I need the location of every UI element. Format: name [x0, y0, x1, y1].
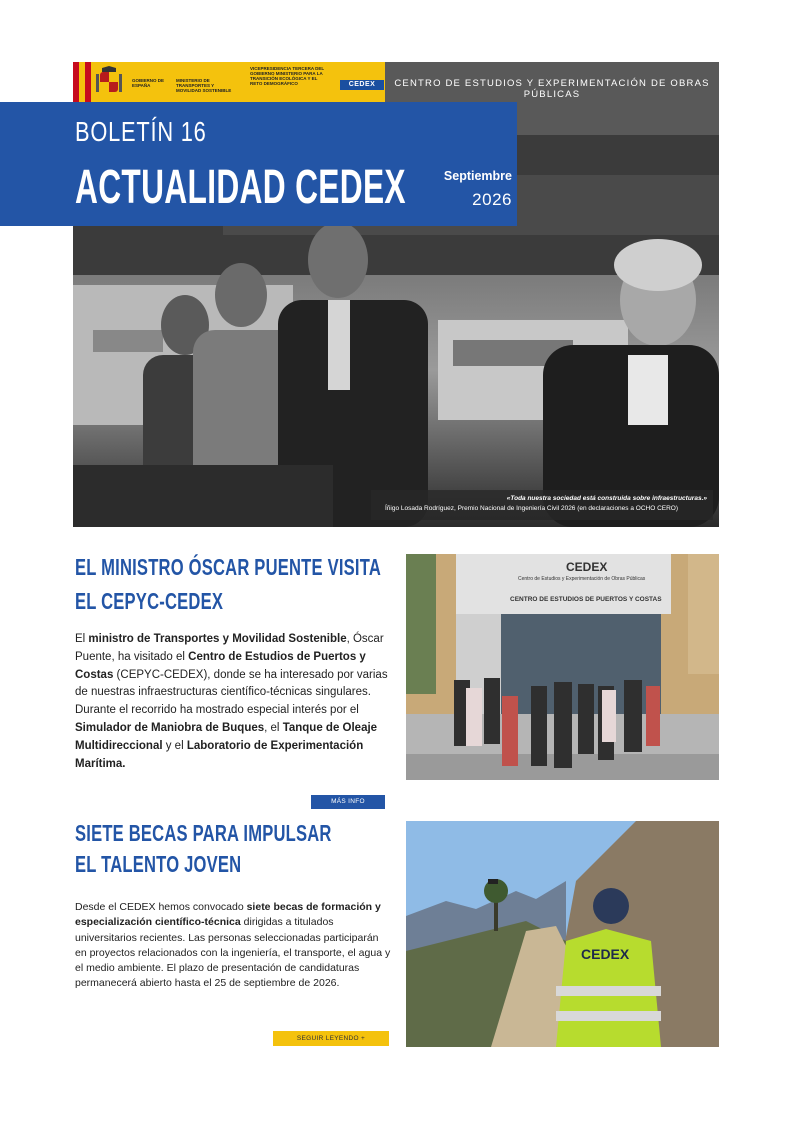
vest-logo: CEDEX — [581, 946, 630, 962]
centro-title: CENTRO DE ESTUDIOS Y EXPERIMENTACIÓN DE OBRAS PÚBLICAS — [394, 78, 710, 100]
article1-text-run: , Óscar Puente, ha visitado el — [75, 633, 384, 663]
seguir-leyendo-button[interactable]: SEGUIR LEYENDO + — [273, 1031, 389, 1046]
masthead-title: ACTUALIDAD CEDEX — [75, 161, 406, 214]
gobierno-label: GOBIERNO DE ESPAÑA — [132, 78, 165, 88]
vicepresidency-label: VICEPRESIDENCIA TERCERA DEL GOBIERNO MINISTERIO PARA LA TRANSICIÓN ECOLÓGICA Y EL RETO DEMOGRÁFICO — [250, 66, 325, 86]
article1-text-run: Centro de Estudios de Puertos y Costas — [75, 650, 366, 681]
drone-field-photo — [406, 821, 719, 1047]
article1-title-line1: EL MINISTRO ÓSCAR PUENTE VISITA — [75, 554, 382, 580]
spain-flag-stripe-yellow — [79, 62, 85, 102]
building-sign-cedex: CEDEX — [566, 560, 608, 574]
article2-title-line2: EL TALENTO JOVEN — [75, 851, 242, 877]
article1-title-line2: EL CEPYC-CEDEX — [75, 588, 224, 614]
hero-quote: «Toda nuestra sociedad está construida sobre infraestructuras.» — [506, 495, 707, 502]
article1-text-run: (CEPYC-CEDEX), donde se ha interesado por varias de nuestras infraestructuras científico-técnicas singulares. Durante el recorrido ha mostrado especial interés por el — [75, 668, 388, 717]
article2-text-run: siete becas de formación y especialización científico-técnica — [75, 901, 381, 929]
hero-caption — [371, 490, 713, 520]
issue-month: Septiembre — [443, 169, 512, 183]
article2-text-run: Desde el CEDEX hemos convocado — [75, 901, 247, 913]
article1-text-run: Laboratorio de Experimentación Marítima. — [75, 739, 364, 770]
article1-text-run: , el — [264, 721, 283, 734]
mas-info-button[interactable]: MÁS INFO — [311, 795, 385, 809]
building-sign-cepyc: CENTRO DE ESTUDIOS DE PUERTOS Y COSTAS — [510, 596, 662, 603]
article1-text-run: El — [75, 633, 89, 645]
cedex-logo: CEDEX — [340, 80, 384, 90]
article1-text-run: Simulador de Maniobra de Buques — [75, 721, 265, 734]
article1-text-run: Tanque de Oleaje Multidireccional — [75, 721, 378, 752]
article2-text-run: dirigidas a titulados universitarios recientes. Las personas seleccionadas participarán en proyectos relacionados con la ingeniería, el transporte, el agua y el medio ambiente. El plazo de presentación de candidaturas permanecerá abierto hasta el 25 de septiembre de 2026. — [75, 916, 391, 990]
issue-year: 2026 — [472, 190, 512, 209]
spain-coat-of-arms-icon — [96, 66, 122, 98]
building-sign-subtitle: Centro de Estudios y Experimentación de Obras Públicas — [518, 576, 646, 582]
article2-title-line1: SIETE BECAS PARA IMPULSAR — [75, 820, 332, 846]
cepyc-building-photo — [406, 554, 719, 780]
article2-body — [75, 900, 393, 992]
mountain-road-photo — [406, 821, 719, 1047]
ministry-label: MINISTERIO DE TRANSPORTES Y MOVILIDAD SOSTENIBLE — [176, 78, 232, 93]
bulletin-number: BOLETÍN 16 — [75, 116, 207, 147]
article1-text-run: y el — [162, 739, 187, 752]
article1-body — [75, 631, 393, 773]
cepyc-visit-photo — [406, 554, 719, 780]
hero-quote-source: Íñigo Losada Rodríguez, Premio Nacional de Ingeniería Civil 2026 (en declaraciones a OCHO CERO) — [385, 505, 679, 512]
article1-text-run: ministro de Transportes y Movilidad Sostenible — [88, 633, 347, 645]
